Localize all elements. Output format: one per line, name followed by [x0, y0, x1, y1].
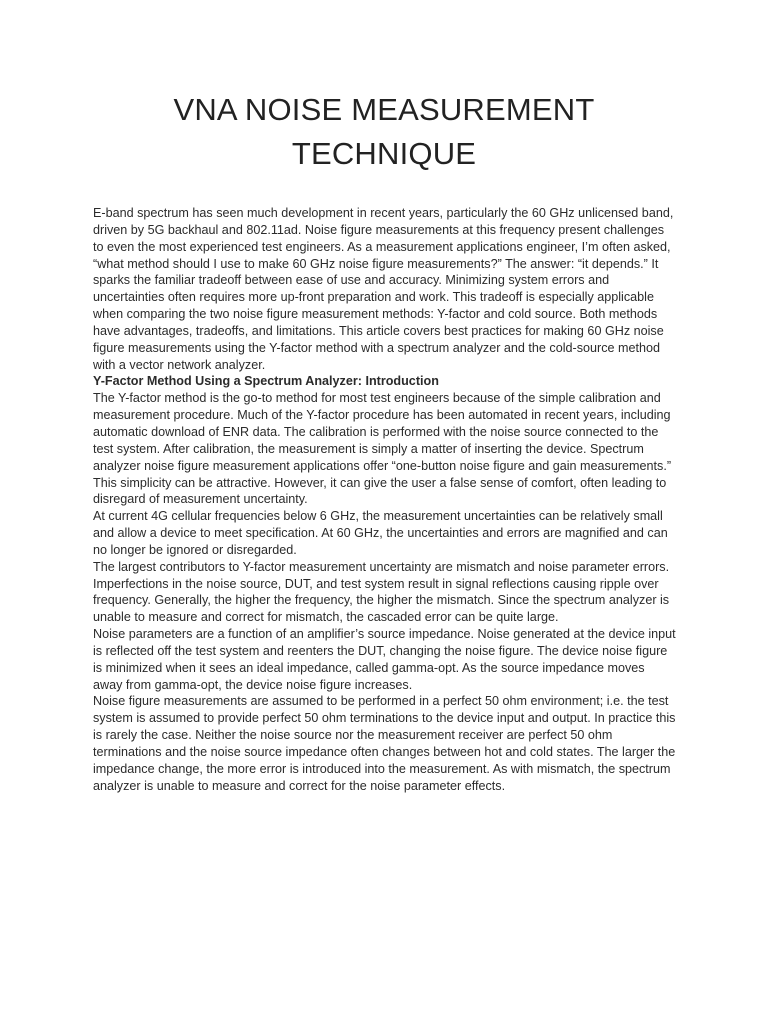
paragraph-noise-parameters: Noise parameters are a function of an amplifier’s source impedance. Noise generated at the device input is reflected off the test system and reenters the DUT, changing the noise figure. The device noise figure is minimized when it sees an ideal impedance, called gamma-opt. As the source impedance moves away from gamma-opt, the device noise figure increases.: [93, 627, 676, 692]
paragraph-50-ohm-environment: Noise figure measurements are assumed to be performed in a perfect 50 ohm environment; i.e. the test system is assumed to provide perfect 50 ohm terminations to the device input and output. In practice this is rarely the case. Neither the noise source nor the measurement receiver are perfect 50 ohm terminations and the noise source impedance often changes between hot and cold states. The larger the impedance change, the more error is introduced into the measurement. As with mismatch, the spectrum analyzer is unable to measure and correct for the noise parameter effects.: [93, 694, 676, 793]
document-body: [93, 205, 677, 795]
paragraph-intro: E-band spectrum has seen much development in recent years, particularly the 60 GHz unlicensed band, driven by 5G backhaul and 802.11ad. Noise figure measurements at this frequency present challenges to even the most experienced test engineers. As a measurement applications engineer, I’m often asked, “what method should I use to make 60 GHz noise figure measurements?” The answer: “it depends.” It sparks the familiar tradeoff between ease of use and accuracy. Minimizing system errors and uncertainties often requires more up-front preparation and work. This tradeoff is especially applicable when comparing the two noise figure measurement methods: Y-factor and cold source. Both methods have advantages, tradeoffs, and limitations. This article covers best practices for making 60 GHz noise figure measurements using the Y-factor method with a spectrum analyzer and the cold-source method with a vector network analyzer.: [93, 206, 674, 372]
title-line-1: VNA NOISE MEASUREMENT: [173, 92, 595, 127]
paragraph-y-factor-intro: The Y-factor method is the go-to method for most test engineers because of the simple calibration and measurement procedure. Much of the Y-factor procedure has been automated in recent years, including automatic download of ENR data. The calibration is performed with the noise source connected to the test system. After calibration, the measurement is simply a matter of inserting the device. Spectrum analyzer noise figure measurement applications offer “one-button noise figure and gain measurements.” This simplicity can be attractive. However, it can give the user a false sense of comfort, often leading to disregard of measurement uncertainty.: [93, 391, 672, 507]
title-line-2: TECHNIQUE: [291, 136, 477, 171]
paragraph-uncertainty-contributors: The largest contributors to Y-factor measurement uncertainty are mismatch and noise parameter errors. Imperfections in the noise source, DUT, and test system result in signal reflections causing ripple over frequency. Generally, the higher the frequency, the higher the mismatch. Since the spectrum analyzer is unable to measure and correct for mismatch, the cascaded error can be quite large.: [93, 559, 670, 625]
document-title: [92, 88, 676, 176]
section-heading: Y-Factor Method Using a Spectrum Analyzer: Introduction: [93, 374, 439, 389]
paragraph-4g-frequencies: At current 4G cellular frequencies below 6 GHz, the measurement uncertainties can be relatively small and allow a device to meet specification. At 60 GHz, the uncertainties and errors are magnified and can no longer be ignored or disregarded.: [93, 509, 668, 557]
